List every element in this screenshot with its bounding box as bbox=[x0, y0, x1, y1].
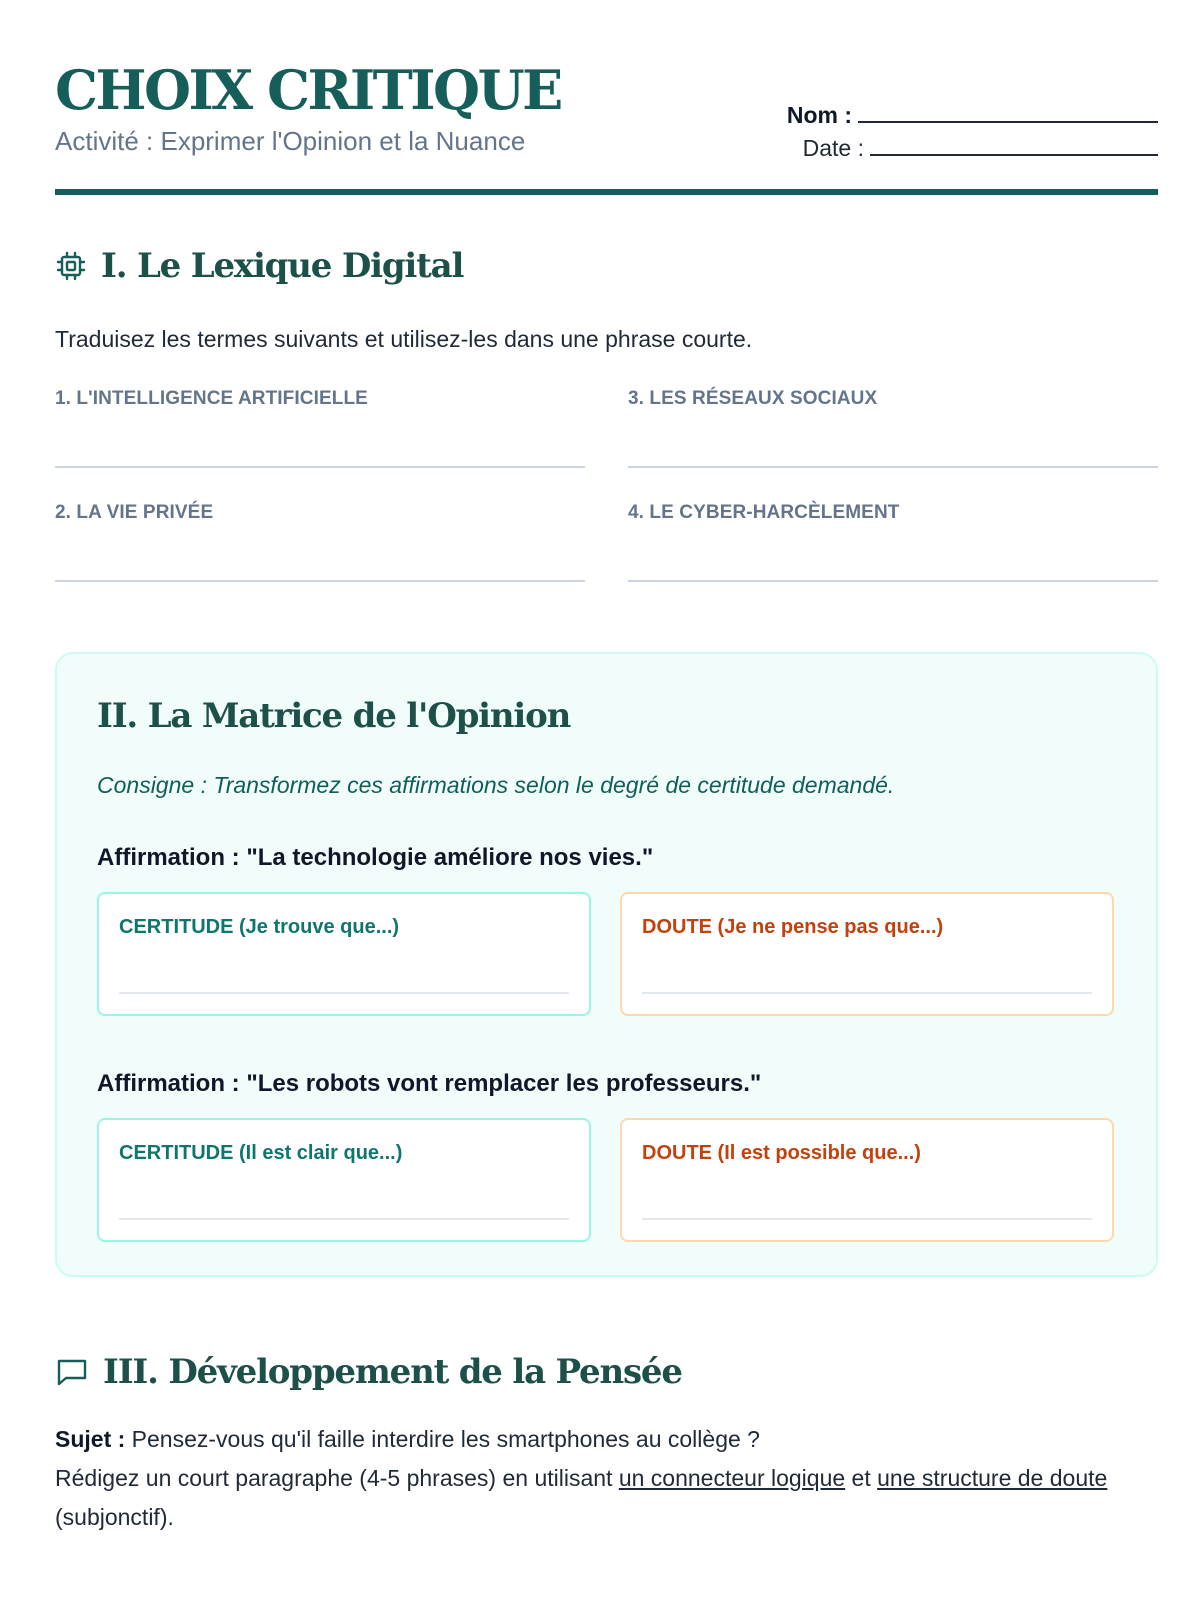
chip-icon bbox=[55, 250, 87, 282]
page-subtitle: Activité : Exprimer l'Opinion et la Nuance bbox=[55, 126, 526, 156]
page-title: CHOIX CRITIQUE bbox=[55, 58, 561, 122]
vocab-item bbox=[55, 502, 585, 582]
section-1-title bbox=[55, 246, 463, 286]
vocab-term: 1. L'INTELLIGENCE ARTIFICIELLE bbox=[55, 388, 368, 409]
sujet-line bbox=[55, 1420, 1158, 1459]
section-1-title-text: I. Le Lexique Digital bbox=[101, 246, 464, 286]
student-id-fields bbox=[778, 96, 1158, 162]
header bbox=[55, 58, 1158, 198]
header-divider bbox=[55, 189, 1158, 195]
doute-card[interactable] bbox=[620, 892, 1114, 1016]
doute-label: DOUTE (Il est possible que...) bbox=[642, 1142, 921, 1164]
instruction-line bbox=[55, 1459, 1158, 1537]
certitude-label: CERTITUDE (Je trouve que...) bbox=[119, 916, 400, 938]
vocab-term: 4. LE CYBER-HARCÈLEMENT bbox=[628, 502, 900, 523]
vocab-term: 2. LA VIE PRIVÉE bbox=[55, 502, 214, 523]
structure-term: une structure de doute bbox=[877, 1465, 1108, 1491]
nom-field[interactable] bbox=[858, 121, 1158, 123]
certitude-label: CERTITUDE (Il est clair que...) bbox=[119, 1142, 403, 1164]
section-3-title bbox=[55, 1352, 682, 1392]
connector-term: un connecteur logique bbox=[618, 1465, 846, 1491]
section-2-title: II. La Matrice de l'Opinion bbox=[97, 696, 571, 736]
speech-bubble-icon bbox=[55, 1356, 89, 1388]
prompt-start: Rédigez un court paragraphe (4-5 phrases) en utilisant bbox=[55, 1465, 619, 1491]
prompt-mid: et bbox=[845, 1465, 878, 1491]
affirmation: Affirmation : "La technologie améliore nos vies." bbox=[97, 844, 654, 871]
vocab-answer-line[interactable] bbox=[628, 466, 1158, 468]
section-1-instruction: Traduisez les termes suivants et utilisez-les dans une phrase courte. bbox=[55, 326, 753, 352]
vocab-answer-line[interactable] bbox=[55, 580, 585, 582]
prompt-end: (subjonctif). bbox=[55, 1504, 174, 1530]
vocab-item bbox=[628, 502, 1158, 582]
section-3-title-text: III. Développement de la Pensée bbox=[103, 1352, 682, 1392]
answer-line[interactable] bbox=[119, 992, 569, 994]
date-row bbox=[778, 129, 1158, 162]
vocab-answer-line[interactable] bbox=[55, 466, 585, 468]
nom-label: Nom : bbox=[786, 102, 852, 128]
certitude-card[interactable] bbox=[97, 892, 591, 1016]
certitude-card[interactable] bbox=[97, 1118, 591, 1242]
vocab-answer-line[interactable] bbox=[628, 580, 1158, 582]
section-3-prompt bbox=[55, 1420, 1158, 1537]
date-field[interactable] bbox=[870, 154, 1158, 156]
date-label: Date : bbox=[802, 135, 864, 161]
vocab-item bbox=[628, 388, 1158, 468]
sujet-text: Pensez-vous qu'il faille interdire les smartphones au collège ? bbox=[125, 1426, 760, 1452]
answer-line[interactable] bbox=[642, 992, 1092, 994]
affirmation: Affirmation : "Les robots vont remplacer les professeurs." bbox=[97, 1070, 762, 1097]
sujet-label: Sujet : bbox=[55, 1426, 126, 1452]
vocab-term: 3. LES RÉSEAUX SOCIAUX bbox=[628, 388, 878, 409]
nom-row bbox=[778, 96, 1158, 129]
vocab-item bbox=[55, 388, 585, 468]
answer-line[interactable] bbox=[119, 1218, 569, 1220]
doute-card[interactable] bbox=[620, 1118, 1114, 1242]
doute-label: DOUTE (Je ne pense pas que...) bbox=[642, 916, 944, 938]
opinion-matrix bbox=[55, 652, 1158, 1277]
answer-line[interactable] bbox=[642, 1218, 1092, 1220]
section-2-consigne: Consigne : Transformez ces affirmations selon le degré de certitude demandé. bbox=[97, 772, 895, 798]
